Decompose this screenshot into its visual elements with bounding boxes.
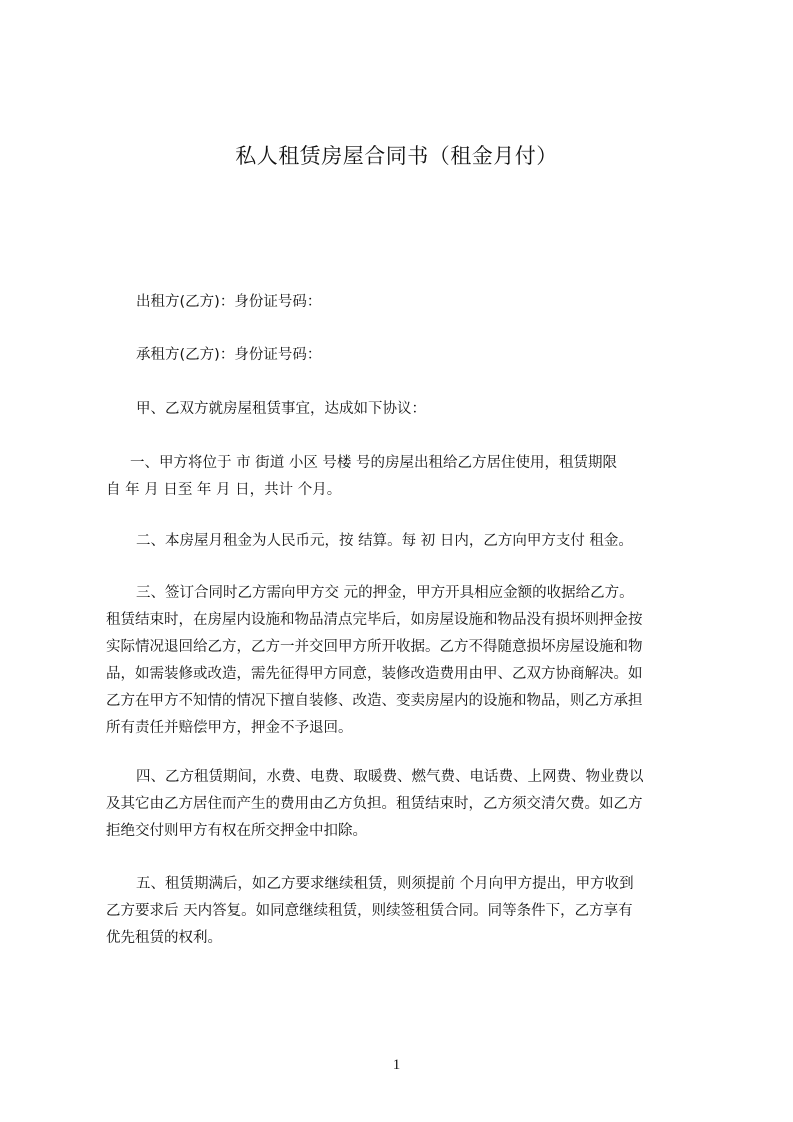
clause-2-line-1: 二、本房屋月租金为人民币元，按 结算。每 初 日内，乙方向甲方支付 租金。 <box>136 533 633 549</box>
clause-4-line-1: 四、乙方租赁期间，水费、电费、取暖费、燃气费、电话费、上网费、物业费以 <box>136 769 644 785</box>
agreement-intro: 甲、乙双方就房屋租赁事宜，达成如下协议： <box>136 401 426 417</box>
clause-3-line-5: 乙方在甲方不知情的情况下擅自装修、改造、变卖房屋内的设施和物品，则乙方承担 <box>106 693 643 709</box>
clause-3-line-1: 三、签订合同时乙方需向甲方交 元的押金，甲方开具相应金额的收据给乙方。 <box>136 585 634 601</box>
lessee-line: 承租方(乙方)：身份证号码： <box>136 347 322 363</box>
clause-3-line-4: 品，如需装修或改造，需先征得甲方同意，装修改造费用由甲、乙双方协商解决。如 <box>106 666 643 682</box>
clause-3-line-6: 所有责任并赔偿甲方，押金不予退回。 <box>106 720 353 736</box>
clause-4-line-3: 拒绝交付则甲方有权在所交押金中扣除。 <box>106 823 367 839</box>
lessor-line: 出租方(乙方)：身份证号码： <box>136 294 322 310</box>
clause-1-line-2: 自 年 月 日至 年 月 日，共计 个月。 <box>106 482 342 498</box>
clause-3-line-2: 租赁结束时，在房屋内设施和物品清点完毕后，如房屋设施和物品没有损坏则押金按 <box>106 612 643 628</box>
page-number: 1 <box>392 1057 401 1073</box>
clause-5-line-3: 优先租赁的权利。 <box>106 930 222 946</box>
clause-3-line-3: 实际情况退回给乙方，乙方一并交回甲方所开收据。乙方不得随意损坏房屋设施和物 <box>106 639 643 655</box>
clause-5-line-2: 乙方要求后 天内答复。如同意继续租赁，则续签租赁合同。同等条件下，乙方享有 <box>106 903 633 919</box>
clause-5-line-1: 五、租赁期满后，如乙方要求继续租赁，则须提前 个月向甲方提出，甲方收到 <box>136 876 634 892</box>
document-title: 私人租赁房屋合同书（租金月付） <box>235 144 558 168</box>
clause-4-line-2: 及其它由乙方居住而产生的费用由乙方负担。租赁结束时，乙方须交清欠费。如乙方 <box>106 796 643 812</box>
clause-1-line-1: 一、甲方将位于 市 街道 小区 号楼 号的房屋出租给乙方居住使用，租赁期限 <box>130 455 618 471</box>
